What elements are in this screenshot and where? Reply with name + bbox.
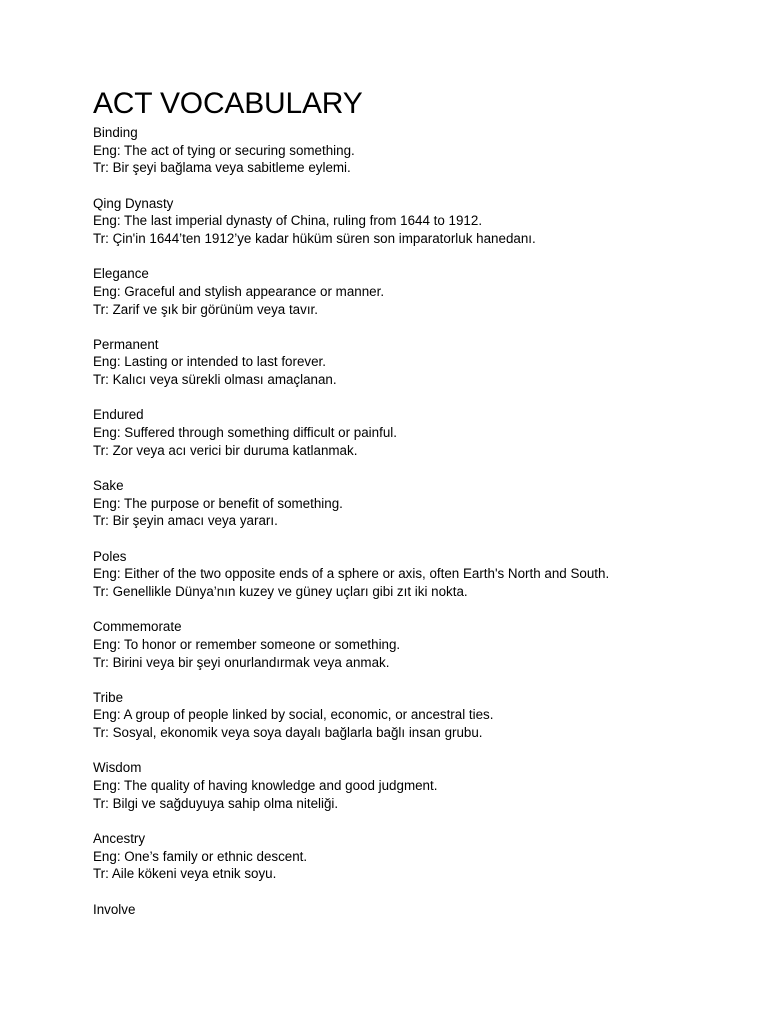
vocabulary-word: Commemorate xyxy=(93,619,182,635)
vocabulary-entry xyxy=(93,477,753,548)
vocabulary-entry xyxy=(93,406,753,477)
turkish-definition: Tr: Zor veya acı verici bir duruma katlanmak. xyxy=(93,442,358,458)
vocabulary-word: Qing Dynasty xyxy=(93,195,174,211)
vocabulary-word: Endured xyxy=(93,407,144,423)
vocabulary-entry xyxy=(93,336,753,407)
turkish-definition: Tr: Sosyal, ekonomik veya soya dayalı bağlarla bağlı insan grubu. xyxy=(93,725,483,741)
english-definition: Eng: Either of the two opposite ends of a sphere or axis, often Earth's North and South. xyxy=(93,566,610,582)
vocabulary-word: Involve xyxy=(93,901,136,917)
vocabulary-entry xyxy=(93,618,753,689)
english-definition: Eng: Graceful and stylish appearance or manner. xyxy=(93,283,385,299)
english-definition: Eng: The purpose or benefit of something. xyxy=(93,495,343,511)
vocabulary-entry xyxy=(93,830,753,901)
english-definition: Eng: The act of tying or securing something. xyxy=(93,142,355,158)
vocabulary-entry xyxy=(93,759,753,830)
english-definition: Eng: Suffered through something difficult or painful. xyxy=(93,425,397,441)
vocabulary-word: Tribe xyxy=(93,689,124,705)
vocabulary-word: Binding xyxy=(93,125,138,140)
turkish-definition: Tr: Bir şeyi bağlama veya sabitleme eylemi. xyxy=(93,160,351,176)
english-definition: Eng: A group of people linked by social, economic, or ancestral ties. xyxy=(93,707,494,723)
turkish-definition: Tr: Çin'in 1644’ten 1912’ye kadar hüküm süren son imparatorluk hanedanı. xyxy=(93,231,536,246)
english-definition: Eng: One’s family or ethnic descent. xyxy=(93,848,308,864)
english-definition: Eng: The quality of having knowledge and good judgment. xyxy=(93,778,438,794)
turkish-definition: Tr: Birini veya bir şeyi onurlandırmak veya anmak. xyxy=(93,654,390,670)
turkish-definition: Tr: Bilgi ve sağduyuya sahip olma niteliği. xyxy=(93,795,339,811)
vocabulary-entry xyxy=(93,124,753,195)
turkish-definition: Tr: Kalıcı veya sürekli olması amaçlanan. xyxy=(93,372,337,388)
turkish-definition: Tr: Zarif ve şık bir görünüm veya tavır. xyxy=(93,301,318,317)
vocabulary-word: Ancestry xyxy=(93,830,146,846)
turkish-definition: Tr: Aile kökeni veya etnik soyu. xyxy=(93,866,277,882)
english-definition: Eng: To honor or remember someone or something. xyxy=(93,636,401,652)
vocabulary-word: Elegance xyxy=(93,266,149,282)
vocabulary-entry xyxy=(93,548,753,619)
vocabulary-entry xyxy=(93,689,753,760)
vocabulary-entry xyxy=(93,195,753,266)
vocabulary-entry xyxy=(93,265,753,336)
vocabulary-list xyxy=(93,124,753,971)
english-definition: Eng: The last imperial dynasty of China, ruling from 1644 to 1912. xyxy=(93,213,483,229)
vocabulary-entry xyxy=(93,901,753,972)
page-title: ACT VOCABULARY xyxy=(93,87,363,120)
vocabulary-word: Poles xyxy=(93,548,127,564)
english-definition: Eng: Lasting or intended to last forever. xyxy=(93,354,326,370)
vocabulary-word: Permanent xyxy=(93,336,159,352)
turkish-definition: Tr: Bir şeyin amacı veya yararı. xyxy=(93,513,278,529)
vocabulary-word: Wisdom xyxy=(93,760,142,776)
vocabulary-word: Sake xyxy=(93,477,124,493)
turkish-definition: Tr: Genellikle Dünya’nın kuzey ve güney uçları gibi zıt iki nokta. xyxy=(93,583,468,599)
